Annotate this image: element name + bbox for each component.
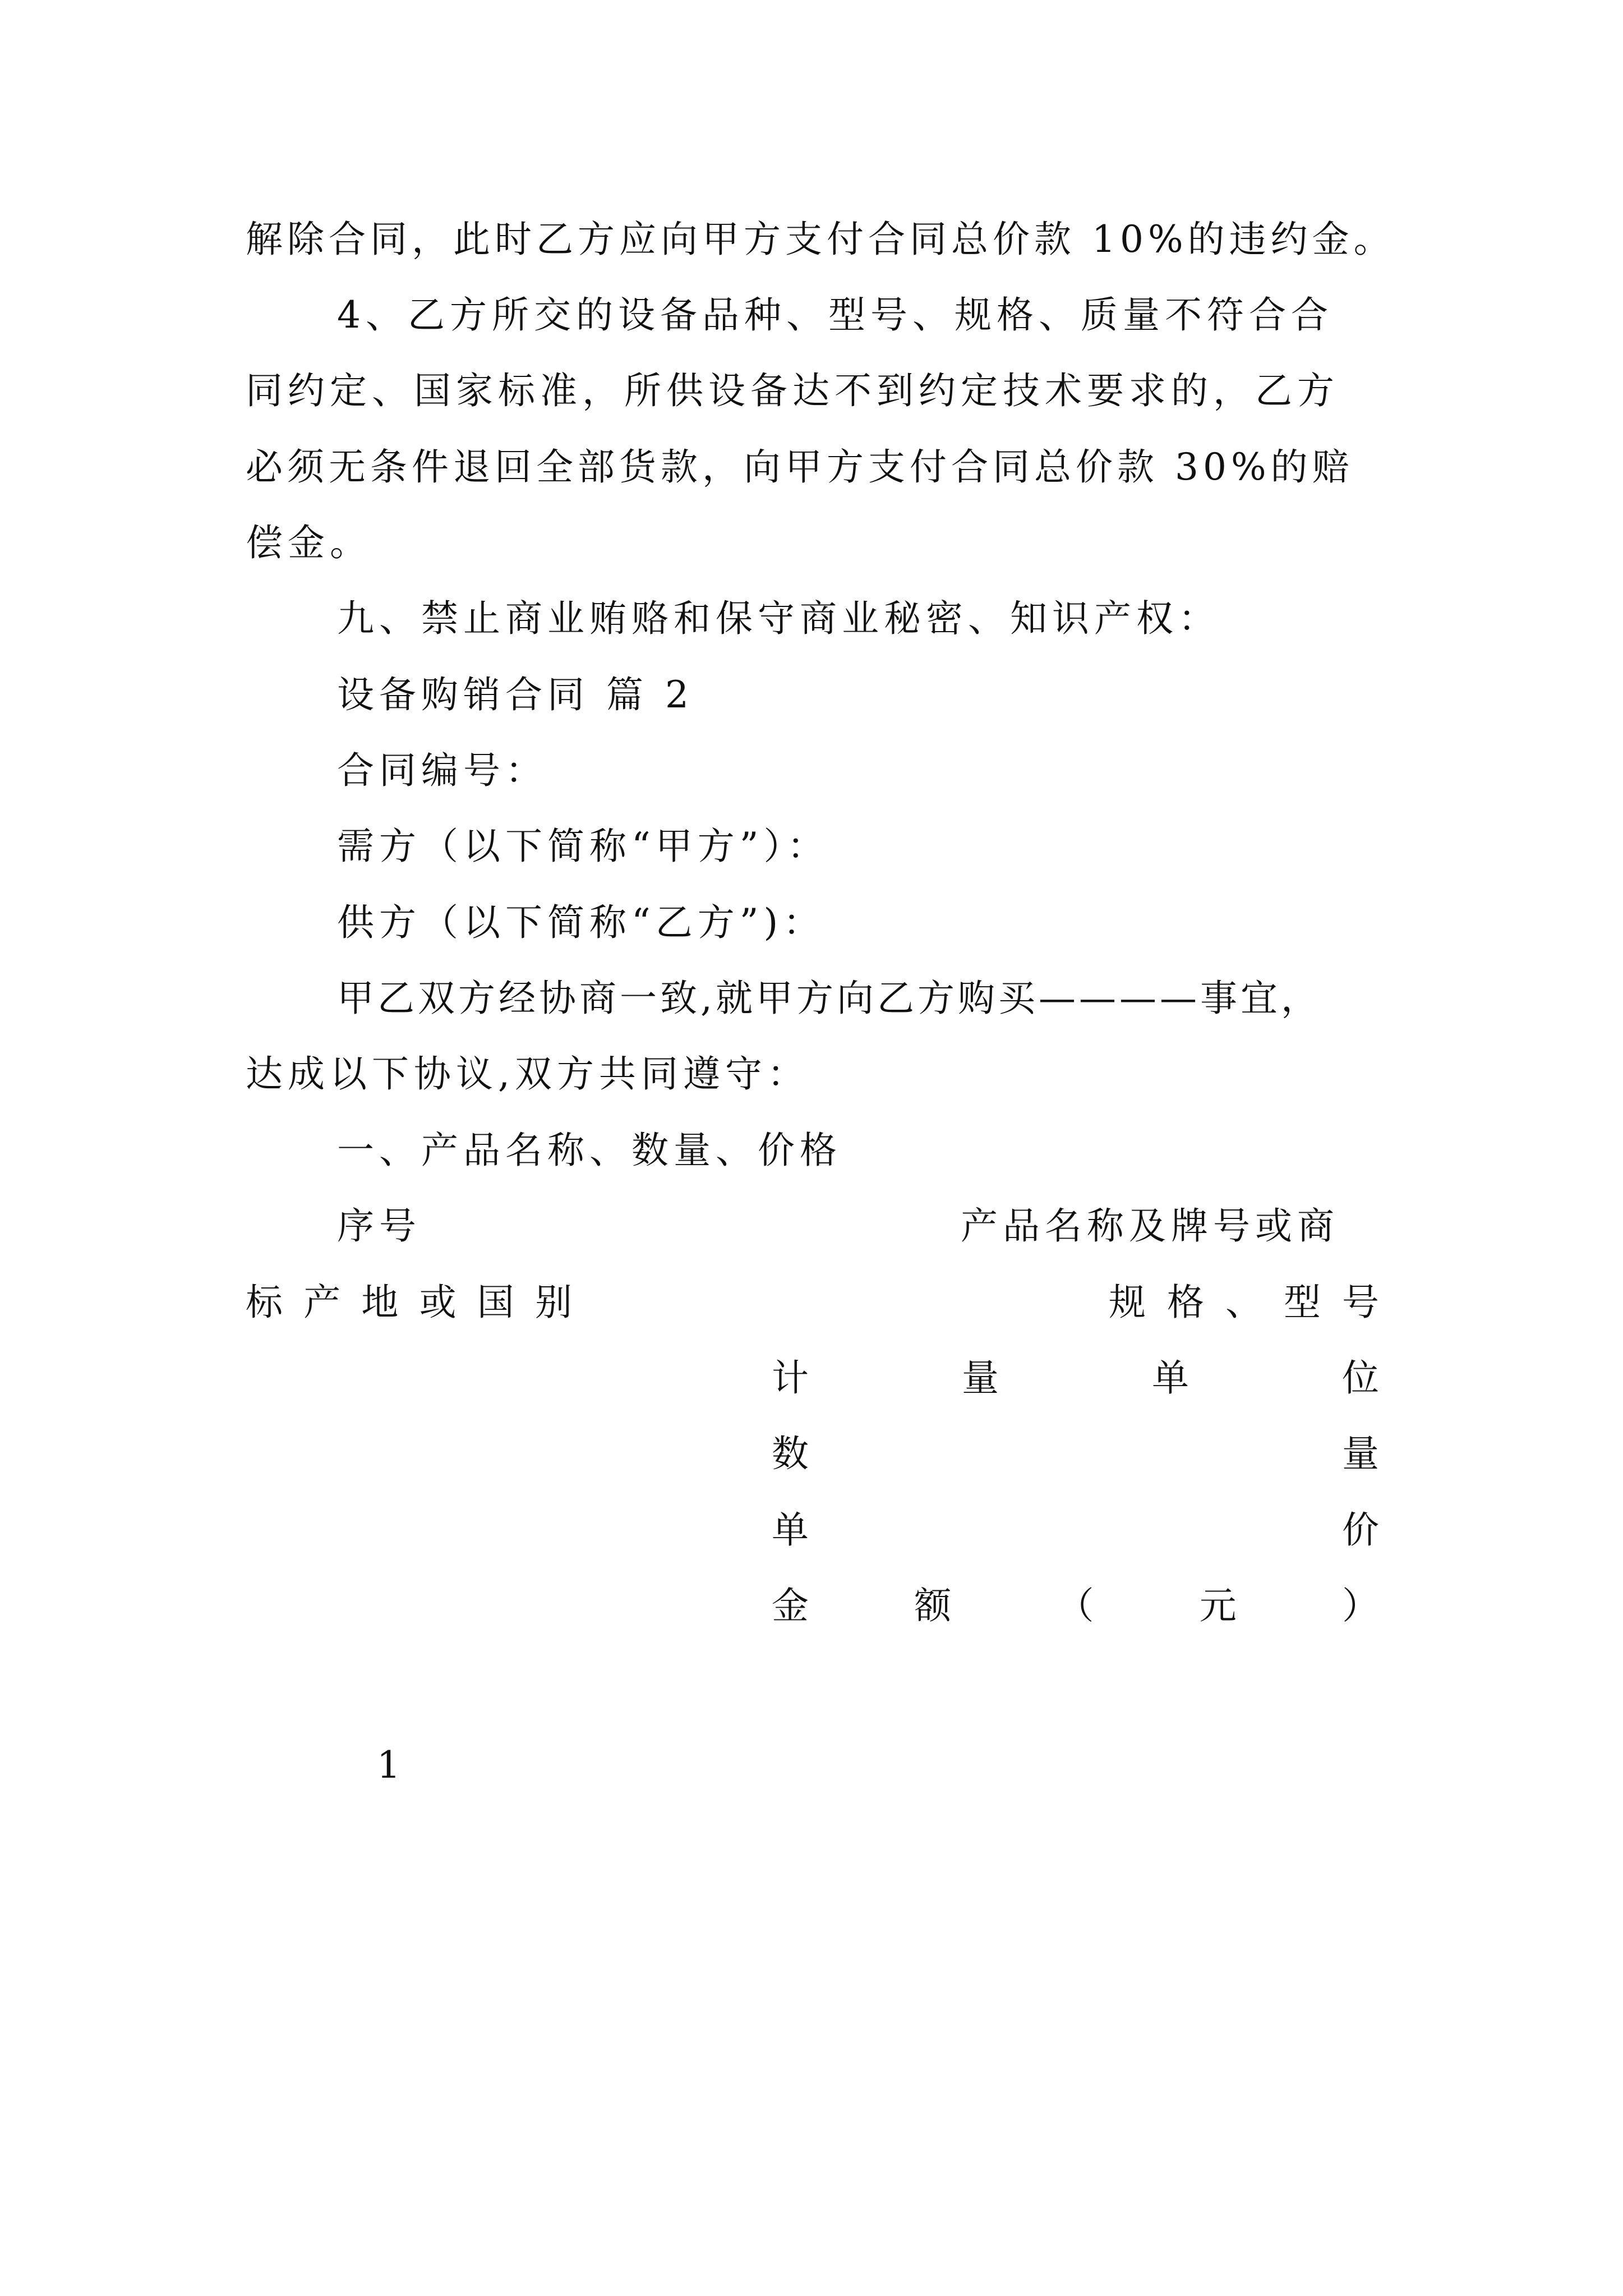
paragraph-line: 偿金。 [246, 521, 372, 564]
header-char: 、 [1225, 1281, 1262, 1324]
header-char: 量 [962, 1356, 999, 1400]
header-char: 额 [914, 1584, 952, 1627]
header-char: 位 [1342, 1356, 1379, 1400]
header-char: 格 [1167, 1281, 1204, 1324]
header-char: 价 [1342, 1508, 1379, 1552]
paragraph-line: 同约定、国家标准，所供设备达不到约定技术要求的，乙方 [246, 369, 1339, 412]
table-header-brand-origin [246, 1281, 572, 1324]
header-char: 号 [1342, 1281, 1379, 1324]
table-header-spec-model [1109, 1281, 1379, 1324]
table-header-amount [772, 1584, 1379, 1627]
header-char: 型 [1284, 1281, 1321, 1324]
header-char: 规 [1109, 1281, 1146, 1324]
supplier-label: 供方（以下简称“乙方”)： [337, 901, 826, 944]
header-char: 单 [772, 1508, 809, 1552]
table-header-product-name: 产品名称及牌号或商 [961, 1204, 1339, 1248]
header-char: 或 [419, 1281, 457, 1324]
paragraph-line: 甲乙双方经协商一致,就甲方向乙方购买————事宜， [337, 977, 1321, 1020]
header-char: 量 [1342, 1432, 1379, 1475]
header-char: 计 [772, 1356, 809, 1400]
header-char: 数 [772, 1432, 809, 1475]
table-header-unit [772, 1356, 1379, 1400]
buyer-label: 需方（以下简称“甲方”）： [337, 825, 829, 868]
header-char: 元 [1199, 1584, 1237, 1627]
header-char: 单 [1152, 1356, 1189, 1400]
section-heading: 九、禁止商业贿赂和保守商业秘密、知识产权： [337, 597, 1220, 640]
paragraph-line: 必须无条件退回全部货款，向甲方支付合同总价款 30%的赔 [246, 445, 1354, 489]
section-heading: 一、产品名称、数量、价格 [337, 1129, 842, 1172]
header-char: 金 [772, 1584, 809, 1627]
table-header-quantity [772, 1432, 1379, 1475]
header-char: 标 [246, 1281, 283, 1324]
table-header-unit-price [772, 1508, 1379, 1552]
header-char: 国 [477, 1281, 514, 1324]
header-char: 地 [361, 1281, 399, 1324]
header-char: ） [1342, 1584, 1379, 1627]
paragraph-line: 解除合同，此时乙方应向甲方支付合同总价款 10%的违约金。 [246, 218, 1395, 261]
document-title: 设备购销合同 篇 2 [337, 673, 694, 716]
paragraph-line: 达成以下协议,双方共同遵守： [246, 1052, 809, 1096]
header-char: （ [1057, 1584, 1094, 1627]
header-char: 别 [534, 1281, 572, 1324]
paragraph-line: 4、乙方所交的设备品种、型号、规格、质量不符合合 [337, 293, 1333, 337]
contract-number-label: 合同编号： [337, 749, 547, 792]
table-header-seq: 序号 [337, 1204, 421, 1248]
page-number: 1 [377, 1743, 400, 1787]
header-char: 产 [303, 1281, 341, 1324]
